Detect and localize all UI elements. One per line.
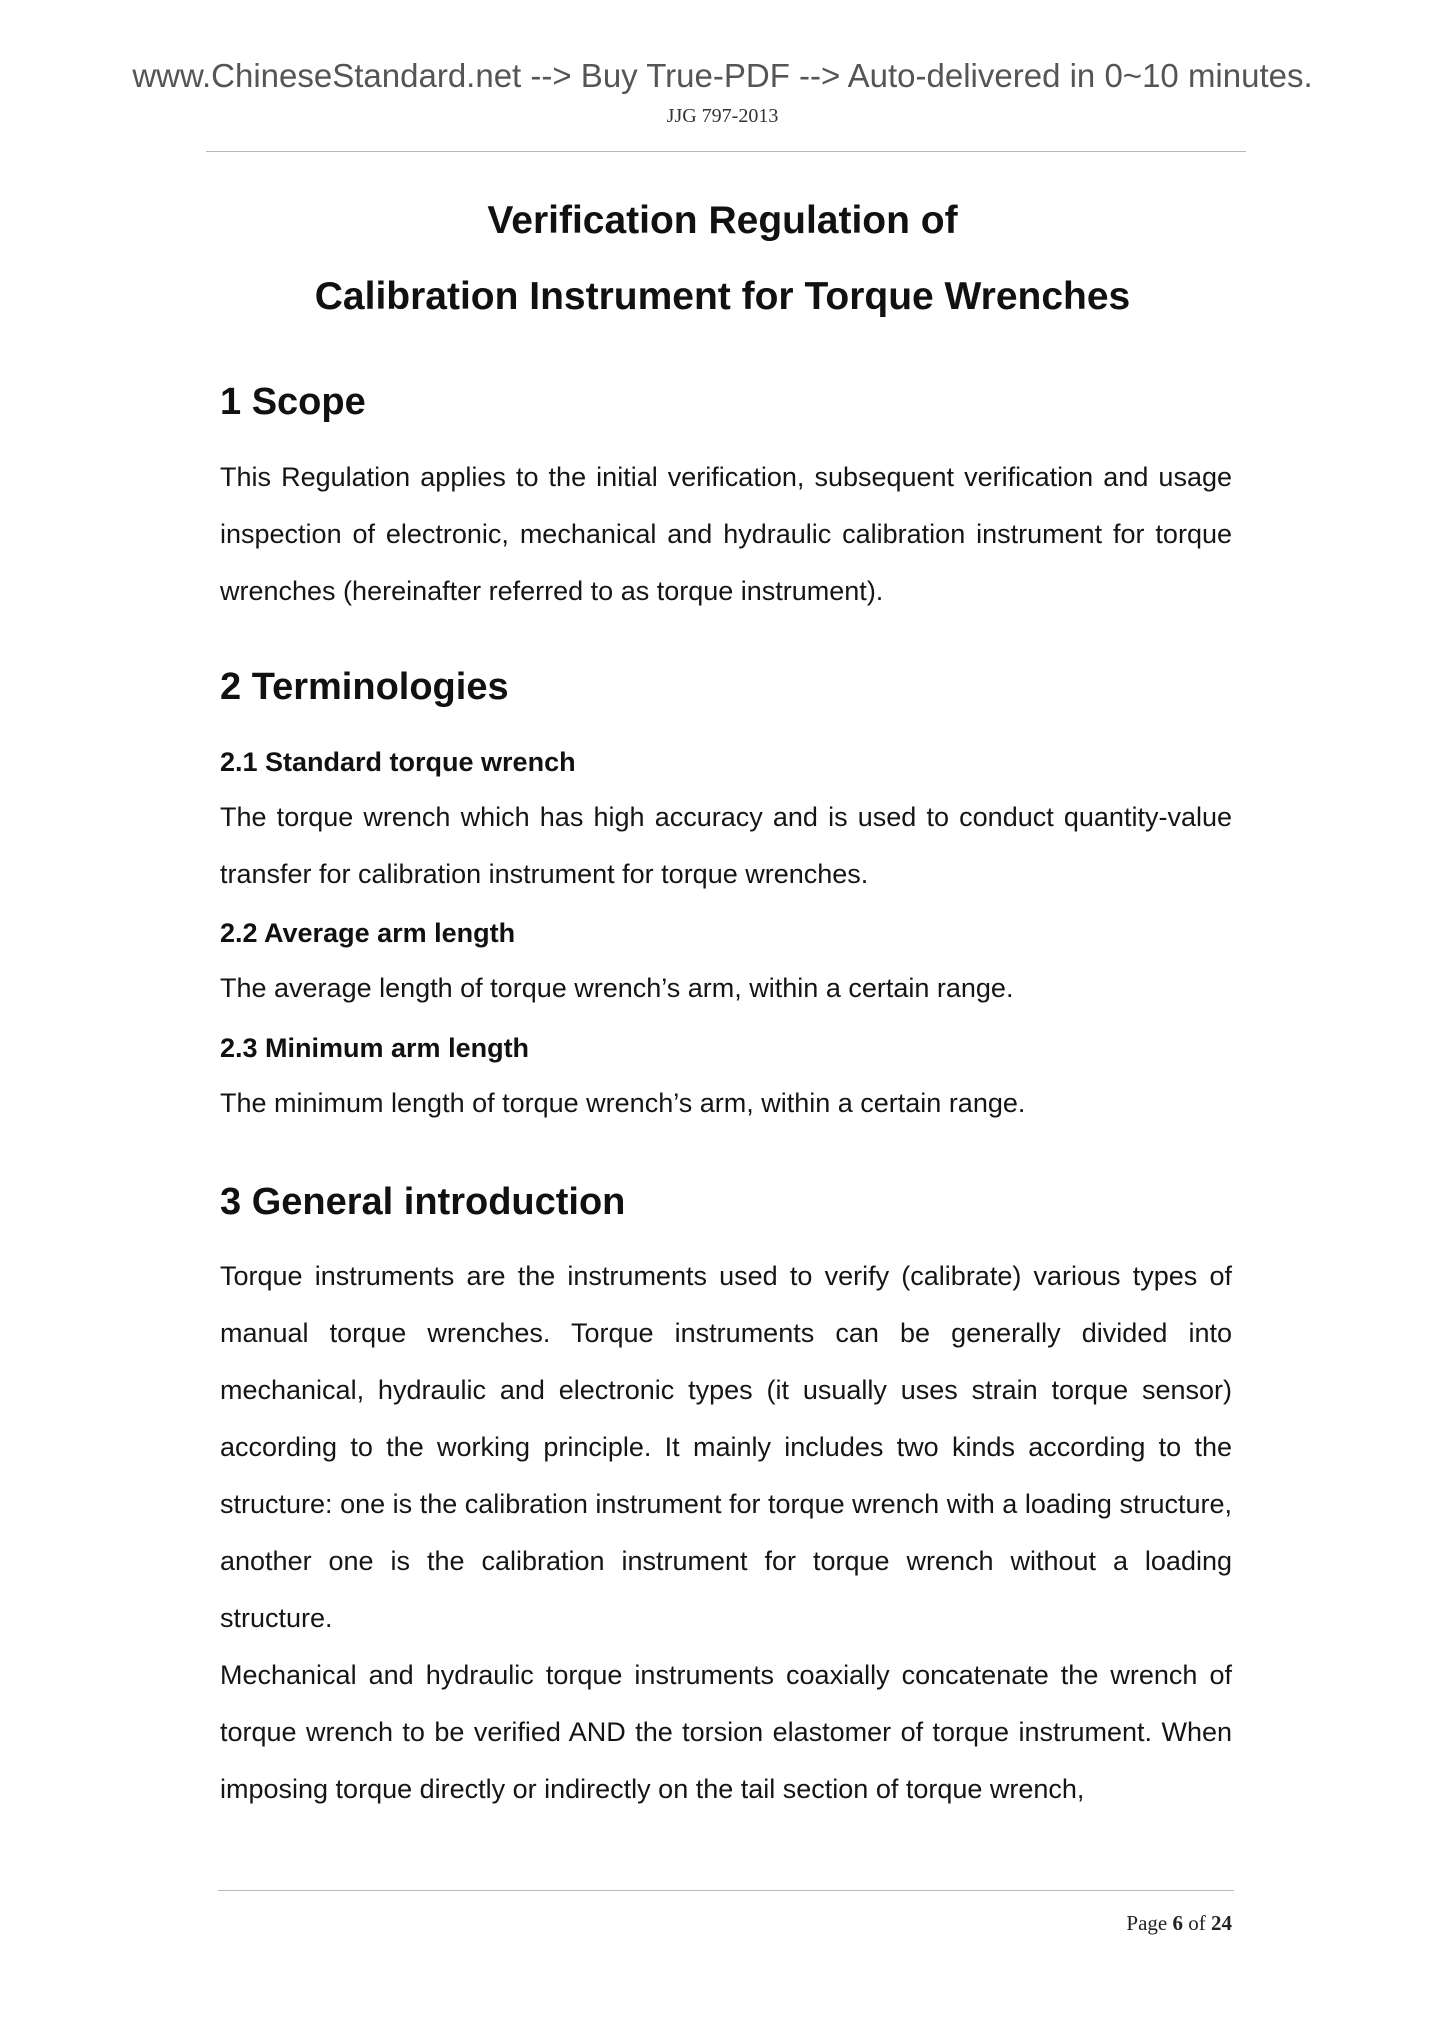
page-indicator — [1126, 1910, 1232, 1936]
standard-code: JJG 797-2013 — [666, 105, 779, 127]
term-definition-average-arm-length: The average length of torque wrench’s arm, within a certain range. — [220, 973, 1014, 1003]
source-banner: www.ChineseStandard.net --> Buy True-PDF --> Auto-delivered in 0~10 minutes. — [132, 57, 1313, 94]
document-title-line-2: Calibration Instrument for Torque Wrenches — [314, 275, 1131, 318]
term-heading-average-arm-length: 2.2 Average arm length — [220, 918, 516, 948]
document-title-line-1: Verification Regulation of — [487, 199, 958, 242]
section-heading-scope: 1 Scope — [220, 381, 366, 423]
of-label: of — [1188, 1911, 1206, 1935]
term-definition-standard-torque-wrench: The torque wrench which has high accuracy and is used to conduct quantity-value transfer for calibration instrument for torque wrenches. — [220, 802, 1232, 889]
scope-paragraph: This Regulation applies to the initial verification, subsequent verification and usage inspection of electronic, mechanical and hydraulic calibration instrument for torque wrenches (hereinafter referred to as torque instrument). — [220, 462, 1232, 606]
section-heading-general-introduction: 3 General introduction — [220, 1181, 626, 1223]
page-label: Page — [1126, 1911, 1168, 1935]
term-heading-standard-torque-wrench: 2.1 Standard torque wrench — [220, 747, 576, 777]
term-definition-minimum-arm-length: The minimum length of torque wrench’s arm, within a certain range. — [220, 1088, 1026, 1118]
header-divider — [206, 151, 1246, 152]
term-heading-minimum-arm-length: 2.3 Minimum arm length — [220, 1033, 530, 1063]
current-page-number: 6 — [1172, 1911, 1183, 1935]
total-pages: 24 — [1211, 1911, 1232, 1935]
general-introduction-paragraph-2: Mechanical and hydraulic torque instruments coaxially concatenate the wrench of torque wrench to be verified AND the torsion elastomer of torque instrument. When imposing torque directly or indirectly on the tail section of torque wrench, — [220, 1660, 1232, 1804]
footer-divider — [218, 1890, 1234, 1891]
section-heading-terminologies: 2 Terminologies — [220, 666, 509, 708]
general-introduction-paragraph-1: Torque instruments are the instruments used to verify (calibrate) various types of manual torque wrenches. Torque instruments can be generally divided into mechanical, hydraulic and electronic types (it usually uses strain torque sensor) according to the working principle. It mainly includes two kinds according to the structure: one is the calibration instrument for torque wrench with a loading structure, another one is the calibration instrument for torque wrench without a loading structure. — [220, 1261, 1232, 1633]
